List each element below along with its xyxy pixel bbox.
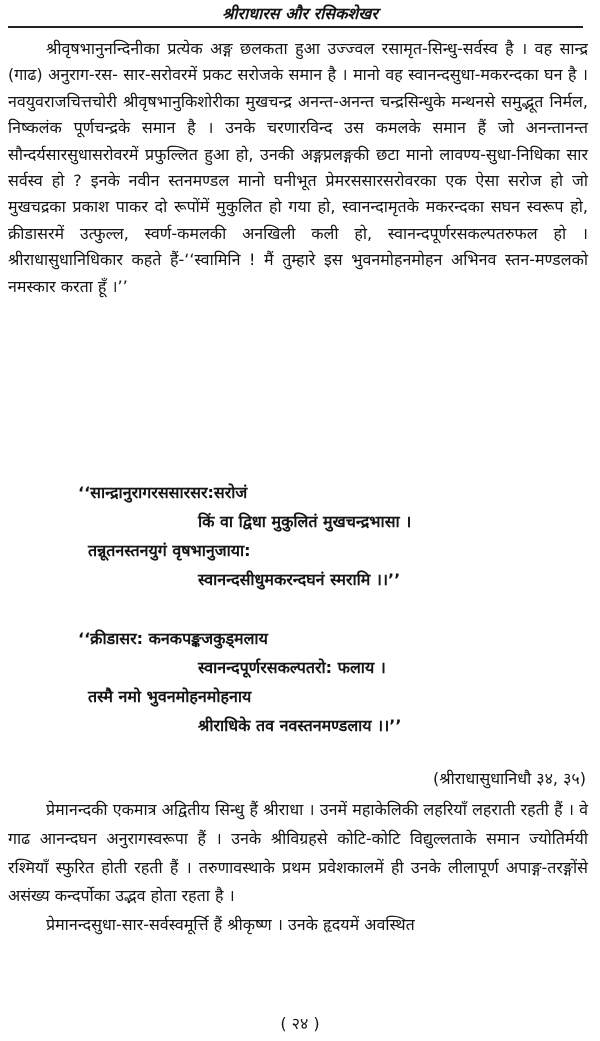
paragraph-3: प्रेमानन्दसुधा-सार-सर्वस्वमूर्त्ति हैं श्रीकृष्ण । उनके हृदयमें अवस्थित [46,915,415,935]
verse-2-line-2: स्वानन्दपूर्णरसकल्पतरो: फलाय । [198,658,386,677]
paragraph-1: श्रीवृषभानुनन्दिनीका प्रत्येक अङ्ग छलकता हुआ उज्ज्वल रसामृत-सिन्धु-सर्वस्व है । वह सान्द्र (गाढ) अनुराग-रस- सार-सरोवरमें प्रकट सरोजके समान है । मानो वह स्वानन्दसुधा-मकरन्दका घन है । नवयुवराजचित्तचोरी श्रीवृषभानुकिशोरीका मुखचन्द्र अनन्त-अनन्त चन्द्रसिन्धुके मन्थनसे समुद्भूत निर्मल, निष्कलंक पूर्णचन्द्रके समान है । उनके चरणारविन्द उस कमलके समान हैं जो अनन्तानन्त सौन्दर्यसारसुधासरोवरमें प्रफुल्लित हुआ हो, उनकी अङ्गप्रलङ्गकी छटा मानो लावण्य-सुधा-निधिका सार सर्वस्व हो ? इनके नवीन स्तनमण्डल मानो घनीभूत प्रेमरससारसरोवरका एक ऐसा सरोज हो जो मुखचद्रका प्रकाश पाकर दो रूपोंमें मुकुलित हो गया हो, स्वानन्दामृतके मकरन्दका सघन स्वरूप हो, क्रीडासरमें उत्फुल्ल, स्वर्ण-कमलकी अनखिली कली हो, स्वानन्दपूर्णरसकल्पतरुफल हो । श्रीराधासुधानिधिकार कहते हैं-‘‘स्वामिनि ! मैं तुम्हारे इस भुवनमोहनमोहन अभिनव स्तन-मण्डलको नमस्कार करता हूँ ।’’ [8,39,588,296]
page-number: ( २४ ) [280,1014,320,1033]
verse-2-line-4: श्रीराधिके तव नवस्तनमण्डलाय ।।’’ [198,716,402,735]
sanskrit-verse-1 [8,478,588,594]
verse-1-line-3: तन्नूतनस्तनयुगं वृषभानुजाया: [88,541,251,560]
verse-1-line-1: ‘‘सान्द्रानुरागरससारसर:सरोजं [78,483,248,502]
verse-citation: (श्रीराधासुधानिधौ ३४, ३५) [433,769,586,788]
verse-1-line-4: स्वानन्दसीधुमकरन्दघनं स्मरामि ।।’’ [198,570,401,589]
body-text-top [8,36,588,300]
verse-2-line-3: तस्मै नमो भुवनमोहनमोहनाय [88,687,252,706]
body-text-bottom [8,796,588,940]
sanskrit-verse-2 [8,624,588,740]
verse-1-line-2: किं वा द्विधा मुकुलितं मुखचन्द्रभासा । [198,512,412,531]
verse-2-line-1: ‘‘क्रीडासर: कनकपङ्कजकुड्मलाय [78,629,268,648]
paragraph-2: प्रेमानन्दकी एकमात्र अद्वितीय सिन्धु हैं श्रीराधा । उनमें महाकेलिकी लहरियाँ लहराती रहती हैं । वे गाढ आनन्दघन अनुरागस्वरूपा हैं । उनके श्रीविग्रहसे कोटि-कोटि विद्युल्लताके समान ज्योतिर्मयी रश्मियाँ स्फुरित होती रहती हैं । तरुणावस्थाके प्रथम प्रवेशकालमें ही उनके लीलापूर्ण अपाङ्ग-तरङ्गोंसे असंख्य कन्दर्पोका उद्भव होता रहता है । [8,800,588,906]
header-rule [8,26,583,28]
running-head: श्रीराधारस और रसिकशेखर [222,4,378,23]
